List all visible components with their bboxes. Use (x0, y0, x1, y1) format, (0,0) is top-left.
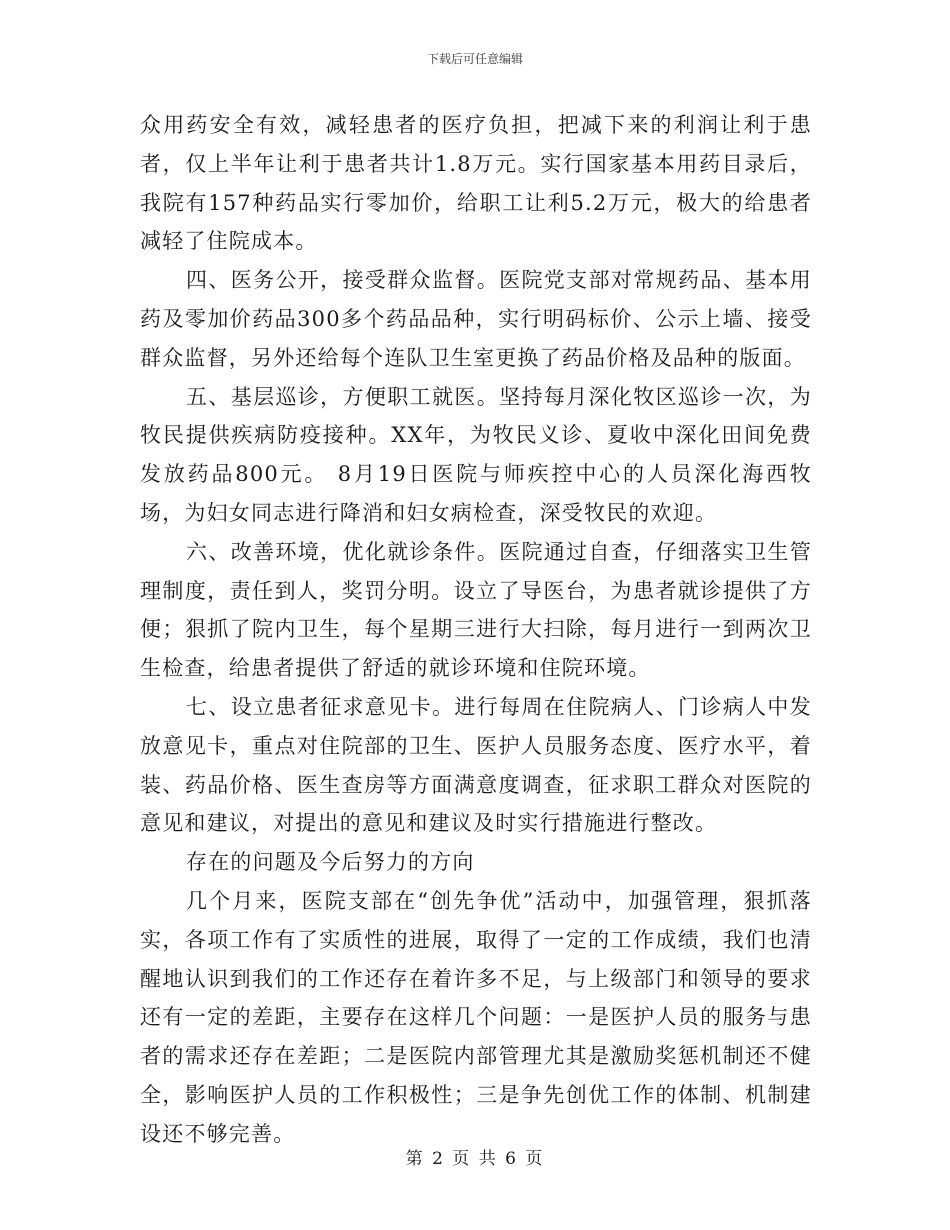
page-number-footer: 第 2 页 共 6 页 (405, 1149, 545, 1169)
paragraph-grassroots-rounds: 五、基层巡诊，方便职工就医。坚持每月深化牧区巡诊一次，为牧民提供疾病防疫接种。XX年，为牧民义诊、夏收中深化田间免费发放药品800元。 8月19日医院与师疾控中心的人员深化海西牧场，为妇女同志进行降消和妇女病检查，深受牧民的欢迎。 (140, 384, 812, 525)
paragraph-problems: 几个月来，医院支部在“创先争优”活动中，加强管理，狠抓落实，各项工作有了实质性的进展，取得了一定的工作成绩，我们也清醒地认识到我们的工作还存在着许多不足，与上级部门和领导的要求还有一定的差距，主要存在这样几个问题：一是医护人员的服务与患者的需求还存在差距；二是医院内部管理尤其是激励奖惩机制还不健全，影响医护人员的工作积极性；三是争先创优工作的体制、机制建设还不够完善。 (140, 888, 812, 1146)
paragraph-feedback-card: 七、设立患者征求意见卡。进行每周在住院病人、门诊病人中发放意见卡，重点对住院部的卫生、医护人员服务态度、医疗水平，着装、药品价格、医生查房等方面满意度调查，征求职工群众对医院的意见和建议，对提出的意见和建议及时实行措施进行整改。 (140, 694, 812, 836)
paragraph-continuation: 众用药安全有效，减轻患者的医疗负担，把减下来的利润让利于患者，仅上半年让利于患者共计1.8万元。实行国家基本用药目录后，我院有157种药品实行零加价，给职工让利5.2万元，极大的给患者减轻了住院成本。 (140, 113, 812, 254)
paragraph-environment: 六、改善环境，优化就诊条件。医院通过自查，仔细落实卫生管理制度，责任到人，奖罚分明。设立了导医台，为患者就诊提供了方便；狠抓了院内卫生，每个星期三进行大扫除，每月进行一到两次卫生检查，给患者提供了舒适的就诊环境和住院环境。 (140, 539, 812, 681)
page-header: 下载后可任意编辑 (426, 52, 523, 66)
document-body (140, 106, 812, 1154)
section-heading-problems: 存在的问题及今后努力的方向 (186, 850, 475, 875)
paragraph-medical-openness: 四、医务公开，接受群众监督。医院党支部对常规药品、基本用药及零加价药品300多个药品品种，实行明码标价、公示上墙、接受群众监督，另外还给每个连队卫生室更换了药品价格及品种的版面。 (140, 268, 812, 370)
